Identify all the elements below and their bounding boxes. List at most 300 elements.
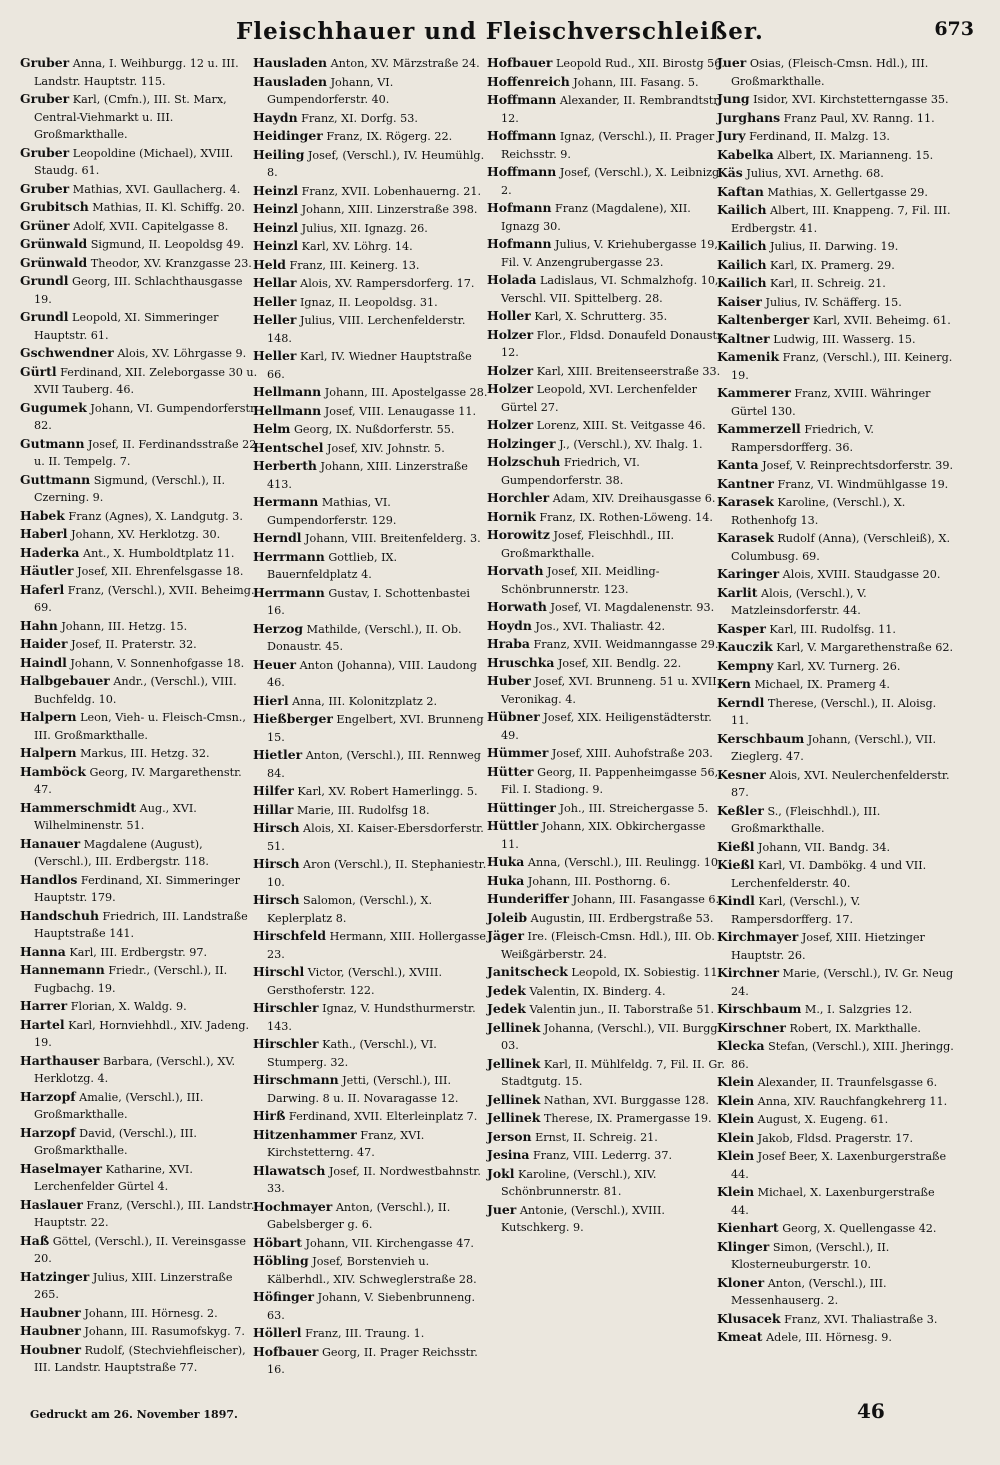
entry-details: S., (Fleischhdl.), III. Großmarkthalle. — [731, 804, 881, 835]
entry-details: Friedrich, III. Landstraße Hauptstraße 141. — [34, 909, 248, 940]
entry-details: Gottlieb, IX. Bauernfeldplatz 4. — [267, 550, 398, 581]
entry-name: Holada — [487, 272, 537, 287]
directory-entry — [487, 617, 725, 636]
entry-details: Ernst, II. Schreig. 21. — [531, 1130, 658, 1144]
entry-details: Aron (Verschl.), II. Stephaniestr. 10. — [267, 858, 487, 889]
entry-details: Julius, XII. Ignazg. 26. — [298, 221, 428, 235]
entry-name: Klein — [717, 1074, 755, 1089]
entry-name: Haselmayer — [20, 1160, 103, 1176]
entry-details: Johann, V. Sonnenhofgasse 18. — [66, 656, 245, 670]
entry-details: Mathias, X. Gellertgasse 29. — [763, 185, 928, 199]
entry-details: Karl, V. Margarethenstraße 62. — [772, 641, 954, 654]
entry-details: Franz, III. Traung. 1. — [301, 1327, 425, 1340]
entry-details: David, (Verschl.), III. Großmarkthalle. — [34, 1126, 197, 1157]
entry-name: Haubner — [20, 1323, 81, 1338]
directory-entry — [20, 54, 258, 90]
entry-details: Josef, XII. Bendlg. 22. — [554, 656, 682, 670]
directory-entry — [253, 293, 491, 312]
directory-entry — [487, 163, 725, 199]
entry-name: Hierl — [253, 692, 289, 708]
entry-details: Michael, X. Laxenburgerstraße 44. — [731, 1186, 935, 1217]
entry-details: Alois, XV. Rampersdorferg. 17. — [296, 277, 475, 290]
entry-name: Kloner — [717, 1274, 765, 1290]
entry-details: Rudolf (Anna), (Verschleiß), X. Columbusg. 69. — [731, 532, 951, 563]
entry-name: Kaftan — [717, 183, 764, 199]
entry-details: Göttel, (Verschl.), II. Vereinsgasse 20. — [34, 1234, 246, 1265]
entry-details: Adam, XIV. Dreihausgasse 6. — [549, 492, 716, 505]
entry-name: Kirchner — [717, 965, 779, 980]
entry-name: Gruber — [20, 55, 70, 70]
entry-name: Handschuh — [20, 907, 99, 923]
entry-details: Friedr., (Verschl.), II. Fugbachg. 19. — [34, 964, 228, 995]
entry-details: Mathias, XVI. Gaullacherg. 4. — [69, 182, 241, 196]
directory-entry — [717, 456, 955, 475]
entry-details: Sigmund, II. Leopoldsg 49. — [87, 238, 245, 251]
entry-name: Gutmann — [20, 435, 85, 451]
entry-details: Amalie, (Verschl.), III. Großmarkthalle. — [34, 1090, 204, 1121]
directory-entry — [20, 544, 258, 563]
entry-name: Hunderiffer — [487, 891, 570, 906]
directory-entry — [20, 1232, 258, 1268]
entry-details: Julius, IV. Schäfferg. 15. — [761, 295, 902, 309]
entry-details: Johann, III. Rasumofskyg. 7. — [80, 1325, 245, 1338]
directory-entry — [253, 146, 491, 182]
entry-name: Holzer — [487, 362, 534, 378]
entry-details: Josef, XIV. Johnstr. 5. — [323, 441, 445, 455]
directory-entry — [20, 399, 258, 435]
entry-name: Hentschel — [253, 439, 324, 455]
entry-name: Jellinek — [487, 1110, 541, 1125]
entry-name: Hirsch — [253, 820, 300, 835]
directory-entry — [717, 766, 955, 802]
entry-name: Kern — [717, 676, 751, 691]
directory-entry — [20, 198, 258, 217]
entry-details: Ferdinand, XI. Simmeringer Hauptstr. 179. — [34, 873, 240, 904]
entry-details: Antonie, (Verschl.), XVIII. Kutschkerg. 9. — [501, 1203, 665, 1234]
entry-name: Haslauer — [20, 1196, 83, 1212]
entry-details: Georg, X. Quellengasse 42. — [778, 1222, 937, 1235]
entry-name: Jellinek — [487, 1055, 541, 1071]
entry-details: Aug., XVI. Wilhelminenstr. 51. — [34, 801, 197, 832]
directory-entry — [253, 584, 491, 620]
entry-name: Grüner — [20, 217, 70, 233]
entry-name: Janitscheck — [487, 964, 568, 979]
entry-name: Handlos — [20, 871, 78, 887]
entry-details: Karl, (Cmfn.), III. St. Marx, Central-Viehmarkt u. III. Großmarkthalle. — [34, 93, 227, 141]
entry-details: Johann, V. Siebenbrunneng. 63. — [267, 1291, 476, 1322]
entry-name: Kirschbaum — [717, 1001, 802, 1016]
entry-details: Julius, II. Darwing. 19. — [766, 240, 899, 253]
directory-entry — [20, 1160, 258, 1196]
directory-entry — [487, 380, 725, 416]
entry-details: Johann, VI. Gumpendorferstr. 40. — [267, 75, 394, 106]
entry-name: Kailich — [717, 238, 767, 253]
entry-details: Anton, XV. Märzstraße 24. — [327, 57, 480, 70]
entry-details: Anton (Johanna), VIII. Laudong 46. — [267, 658, 477, 689]
entry-name: Hruschka — [487, 654, 555, 670]
directory-entry — [487, 1165, 725, 1201]
entry-details: Johann, VIII. Breitenfelderg. 3. — [301, 532, 481, 545]
directory-entry — [717, 146, 955, 165]
entry-name: Kauczik — [717, 639, 773, 654]
entry-name: Grünwald — [20, 254, 88, 270]
entry-details: Josef, II. Praterstr. 32. — [67, 638, 197, 651]
entry-details: Gustav, I. Schottenbastei 16. — [267, 586, 471, 617]
entry-name: Horwath — [487, 599, 547, 614]
entry-details: Josef, XII. Meidling-Schönbrunnerstr. 123. — [501, 565, 660, 596]
entry-details: Anton, (Verschl.), III. Rennweg 84. — [267, 749, 481, 780]
entry-details: Adele, III. Hörnesg. 9. — [762, 1331, 892, 1344]
entry-details: Leopold, XI. Simmeringer Hauptstr. 61. — [34, 311, 219, 342]
entry-details: Karl, III. Erdbergstr. 97. — [65, 945, 208, 959]
entry-details: Karl, II. Mühlfeldg. 7, Fil. II. Gr. Stadtgutg. 15. — [501, 1057, 725, 1088]
directory-entry — [253, 383, 491, 402]
entry-name: Huber — [487, 673, 531, 688]
directory-entry — [253, 746, 491, 782]
entry-name: Joleib — [487, 909, 528, 925]
directory-entry — [20, 507, 258, 526]
entry-name: Haubner — [20, 1304, 81, 1320]
entry-name: Kempny — [717, 657, 774, 673]
directory-entry — [487, 1128, 725, 1147]
entry-name: Hirschler — [253, 1000, 319, 1015]
directory-entry — [253, 1198, 491, 1234]
entry-details: Julius, V. Kriehubergasse 19, Fil. V. Anzengrubergasse 23. — [501, 238, 718, 269]
entry-name: Hütter — [487, 763, 534, 779]
directory-entry — [487, 1146, 725, 1165]
entry-name: Hermann — [253, 494, 319, 509]
directory-entry — [487, 890, 725, 909]
entry-name: Kaiser — [717, 293, 762, 309]
directory-entry — [487, 73, 725, 92]
entry-details: Alexander, II. Rembrandtstr. 12. — [501, 94, 721, 125]
entry-name: Hlawatsch — [253, 1162, 326, 1178]
entry-name: Kindl — [717, 893, 755, 908]
entry-name: Holler — [487, 308, 531, 323]
directory-entry — [717, 638, 955, 657]
entry-name: Klein — [717, 1111, 755, 1126]
directory-entry — [253, 692, 491, 711]
directory-entry — [20, 1341, 258, 1377]
entry-details: Karl, XVII. Beheimg. 61. — [809, 314, 951, 327]
directory-entry — [20, 635, 258, 654]
directory-entry — [487, 598, 725, 617]
directory-entry — [253, 347, 491, 383]
directory-entry — [717, 1274, 955, 1310]
directory-entry — [717, 475, 955, 494]
entry-name: Jäger — [487, 928, 524, 943]
directory-entry — [253, 1288, 491, 1324]
entry-name: Gugumek — [20, 399, 87, 415]
directory-entry — [717, 694, 955, 730]
entry-name: Hoffenreich — [487, 73, 570, 89]
entry-name: Heuer — [253, 656, 297, 672]
entry-details: Friedrich, V. Rampersdorfferg. 36. — [731, 423, 874, 454]
directory-entry — [487, 435, 725, 454]
entry-name: Kantner — [717, 475, 774, 491]
entry-name: Klecka — [717, 1038, 765, 1053]
entry-name: Haferl — [20, 581, 65, 597]
entry-details: Ferdinand, II. Malzg. 13. — [745, 130, 890, 143]
entry-name: Hatzinger — [20, 1268, 90, 1284]
entry-name: Klein — [717, 1129, 755, 1145]
entry-name: Hietler — [253, 747, 303, 762]
entry-details: Josef Beer, X. Laxenburgerstraße 44. — [731, 1150, 947, 1181]
entry-details: Ferdinand, XII. Zeleborgasse 30 u. XVII Tauberg. 46. — [34, 365, 258, 396]
entry-details: Johann, XIII. Linzerstraße 398. — [298, 203, 478, 216]
directory-entry — [717, 127, 955, 146]
directory-entry — [20, 272, 258, 308]
directory-entry — [253, 54, 491, 73]
directory-entry — [717, 293, 955, 312]
entry-name: Hirschmann — [253, 1072, 339, 1087]
entry-name: Heller — [253, 348, 297, 363]
entry-name: Keßler — [717, 802, 764, 818]
directory-entry — [253, 529, 491, 548]
entry-name: Hammerschmidt — [20, 799, 137, 815]
entry-name: Herndl — [253, 530, 302, 545]
entry-name: Huka — [487, 872, 525, 888]
entry-details: Johann, III. Apostelgasse 28. — [321, 386, 488, 399]
entry-details: Johann, III. Posthorng. 6. — [524, 874, 671, 888]
directory-entry — [717, 1219, 955, 1238]
directory-entry — [253, 1107, 491, 1126]
directory-entry — [253, 1343, 491, 1379]
entry-details: Lorenz, XIII. St. Veitgasse 46. — [533, 419, 706, 432]
directory-entry — [717, 675, 955, 694]
entry-name: Kanta — [717, 457, 759, 472]
directory-entry — [717, 856, 955, 892]
entry-name: Kirschner — [717, 1019, 786, 1035]
directory-entry — [487, 744, 725, 763]
entry-name: Haderka — [20, 544, 80, 560]
directory-entry — [253, 1126, 491, 1162]
entry-details: M., I. Salzgries 12. — [801, 1003, 913, 1016]
directory-entry — [253, 439, 491, 458]
directory-entry — [253, 256, 491, 275]
directory-entry — [487, 1109, 725, 1128]
directory-entry — [717, 183, 955, 202]
entry-details: Josef, Borstenvieh u. Kälberhdl., XIV. Schweglerstraße 28. — [267, 1255, 477, 1286]
directory-entry — [487, 127, 725, 163]
entry-name: Holzinger — [487, 435, 556, 451]
directory-entry — [253, 1162, 491, 1198]
directory-entry — [253, 237, 491, 256]
entry-name: Kerschbaum — [717, 730, 805, 746]
directory-entry — [253, 73, 491, 109]
entry-name: Hoffmann — [487, 164, 557, 179]
entry-details: Jos., XVI. Thaliastr. 42. — [531, 619, 666, 633]
directory-entry — [487, 416, 725, 435]
directory-entry — [253, 1035, 491, 1071]
directory-entry — [253, 1234, 491, 1253]
directory-entry — [253, 801, 491, 820]
directory-entry — [20, 961, 258, 997]
entry-name: Grünwald — [20, 236, 88, 251]
entry-name: Höfinger — [253, 1289, 315, 1304]
directory-entry — [20, 1016, 258, 1052]
directory-entry — [253, 420, 491, 439]
directory-entry — [487, 91, 725, 127]
entry-name: Hausladen — [253, 55, 328, 70]
entry-details: Therese, (Verschl.), II. Aloisg. 11. — [731, 696, 937, 727]
entry-details: Karl, X. Schrutterg. 35. — [530, 310, 668, 323]
entry-details: Magdalene (August), (Verschl.), III. Erdbergstr. 118. — [34, 837, 209, 868]
entry-details: Johann, III. Hörnesg. 2. — [80, 1306, 218, 1320]
entry-name: Gruber — [20, 180, 70, 196]
entry-details: Adolf, XVII. Capitelgasse 8. — [69, 219, 229, 233]
entry-name: Herberth — [253, 458, 317, 473]
directory-entry — [253, 620, 491, 656]
directory-entry — [20, 90, 258, 144]
entry-details: Anna, III. Kolonitzplatz 2. — [288, 694, 438, 708]
entry-details: Georg, IX. Nußdorferstr. 55. — [290, 423, 455, 436]
entry-name: Kerndl — [717, 694, 765, 710]
directory-entry — [717, 892, 955, 928]
entry-details: Johann, (Verschl.), VII. Zieglerg. 47. — [731, 732, 937, 763]
entry-name: Juer — [717, 55, 747, 70]
entry-name: Jellinek — [487, 1019, 541, 1035]
entry-details: Franz, IX. Rögerg. 22. — [322, 130, 453, 143]
entry-name: Holzer — [487, 417, 534, 432]
directory-entry — [20, 308, 258, 344]
entry-name: Karasek — [717, 494, 774, 509]
entry-name: Hamböck — [20, 763, 86, 779]
entry-name: Harthauser — [20, 1052, 100, 1068]
directory-entry — [253, 656, 491, 692]
entry-details: Leopold, IX. Sobiestig. 11. — [567, 966, 722, 979]
entry-details: Julius, VIII. Lerchenfelderstr. 148. — [267, 314, 466, 345]
entry-details: Ire. (Fleisch-Cmsn. Hdl.), III. Ob. Weißgärberstr. 24. — [501, 930, 715, 961]
entry-details: Ant., X. Humboldtplatz 11. — [79, 546, 235, 560]
entry-details: Johann, XIII. Linzerstraße 413. — [267, 460, 468, 491]
entry-name: Kailich — [717, 256, 767, 272]
entry-details: Valentin jun., II. Taborstraße 51. — [525, 1003, 715, 1016]
entry-details: Nathan, XVI. Burggasse 128. — [540, 1093, 709, 1107]
directory-entry — [487, 817, 725, 853]
entry-name: Hofbauer — [253, 1343, 319, 1359]
entry-details: Kath., (Verschl.), VI. Stumperg. 32. — [267, 1038, 437, 1069]
entry-details: Josef, VI. Magdalenenstr. 93. — [546, 601, 715, 614]
directory-entry — [20, 871, 258, 907]
entry-details: Robert, IX. Markthalle. — [785, 1021, 921, 1035]
directory-entry — [20, 1322, 258, 1341]
directory-entry — [487, 1091, 725, 1110]
directory-entry — [253, 710, 491, 746]
entry-name: Harrer — [20, 998, 68, 1013]
entry-details: Augustin, III. Erdbergstraße 53. — [527, 911, 714, 925]
entry-name: Harzopf — [20, 1088, 76, 1104]
entry-name: Halpern — [20, 745, 77, 760]
entry-details: Anton, (Verschl.), III. Messenhauserg. 2. — [731, 1276, 887, 1307]
entry-name: Hümmer — [487, 745, 549, 760]
entry-name: Haider — [20, 636, 68, 651]
entry-name: Heiling — [253, 146, 305, 162]
entry-name: Jokl — [487, 1165, 515, 1181]
entry-name: Haindl — [20, 654, 67, 670]
entry-name: Huka — [487, 854, 525, 869]
directory-entry — [20, 835, 258, 871]
directory-entry — [487, 199, 725, 235]
directory-entry — [20, 943, 258, 962]
directory-entry — [20, 581, 258, 617]
entry-name: Hilfer — [253, 783, 294, 798]
entry-name: Karlit — [717, 584, 758, 600]
entry-details: Josef, XIX. Heiligenstädterstr. 49. — [501, 711, 712, 742]
entry-name: Hirsch — [253, 892, 300, 907]
entry-name: Horowitz — [487, 527, 550, 542]
entry-details: Josef, (Verschl.), X. Leibnizg. 2. — [501, 166, 723, 197]
entry-name: Hellmann — [253, 402, 322, 418]
column-4 — [717, 54, 955, 1347]
entry-name: Grundl — [20, 309, 69, 324]
entry-details: Stefan, (Verschl.), XIII. Jheringg. 86. — [731, 1040, 954, 1071]
entry-name: Helm — [253, 421, 291, 436]
directory-entry — [717, 311, 955, 330]
entry-name: Hoydn — [487, 617, 532, 633]
entry-name: Jedek — [487, 1001, 526, 1016]
entry-details: Sigmund, (Verschl.), II. Czerning. 9. — [34, 473, 226, 504]
entry-name: Grubitsch — [20, 199, 89, 214]
directory-entry — [20, 1268, 258, 1304]
entry-details: Flor., Fldsd. Donaufeld Donaustr. 12. — [501, 328, 725, 359]
directory-entry — [717, 1000, 955, 1019]
entry-name: Hellar — [253, 275, 297, 290]
entry-details: Hermann, XIII. Hollergasse 23. — [267, 930, 487, 961]
entry-details: Anna, (Verschl.), III. Reulingg. 10. — [524, 856, 722, 869]
entry-name: Kammerer — [717, 385, 791, 400]
entry-name: Klinger — [717, 1238, 770, 1254]
entry-name: Karasek — [717, 530, 774, 545]
directory-entry — [253, 819, 491, 855]
directory-entry — [487, 326, 725, 362]
directory-entry — [487, 635, 725, 654]
directory-entry — [717, 529, 955, 565]
directory-entry — [253, 782, 491, 801]
entry-name: Kamenik — [717, 349, 780, 364]
column-1 — [20, 54, 258, 1377]
entry-details: Karl, (Verschl.), V. Rampersdorfferg. 17. — [731, 895, 861, 926]
entry-name: Karinger — [717, 566, 780, 581]
entry-name: Heinzl — [253, 182, 299, 198]
directory-entry — [717, 657, 955, 676]
directory-entry — [487, 982, 725, 1001]
entry-details: Michael, IX. Pramerg 4. — [750, 678, 890, 691]
directory-entry — [253, 1324, 491, 1343]
entry-name: Kasper — [717, 620, 766, 636]
entry-details: Mathias, II. Kl. Schiffg. 20. — [88, 201, 245, 214]
entry-name: Hochmayer — [253, 1198, 333, 1214]
entry-details: Josef, XIII. Hietzinger Hauptstr. 26. — [731, 931, 925, 962]
entry-name: Kailich — [717, 202, 767, 217]
entry-details: Johann, III. Fasangasse 6. — [569, 893, 720, 906]
entry-name: Hitzenhammer — [253, 1126, 357, 1142]
entry-name: Hirsch — [253, 856, 300, 871]
entry-name: Jury — [717, 128, 746, 143]
entry-name: Kienhart — [717, 1220, 779, 1235]
directory-entry — [20, 1196, 258, 1232]
entry-name: Holzer — [487, 326, 534, 342]
entry-details: Josef, XII. Ehrenfelsgasse 18. — [73, 565, 244, 578]
directory-entry — [717, 1092, 955, 1111]
entry-details: Franz, (Verschl.), XVII. Beheimg. 69. — [34, 583, 255, 614]
directory-entry — [253, 457, 491, 493]
entry-name: Horchler — [487, 490, 550, 505]
entry-name: Jellinek — [487, 1091, 541, 1107]
entry-details: Franz, XVI. Kirchstetterng. 47. — [267, 1128, 425, 1159]
directory-entry — [487, 271, 725, 307]
directory-entry — [717, 348, 955, 384]
